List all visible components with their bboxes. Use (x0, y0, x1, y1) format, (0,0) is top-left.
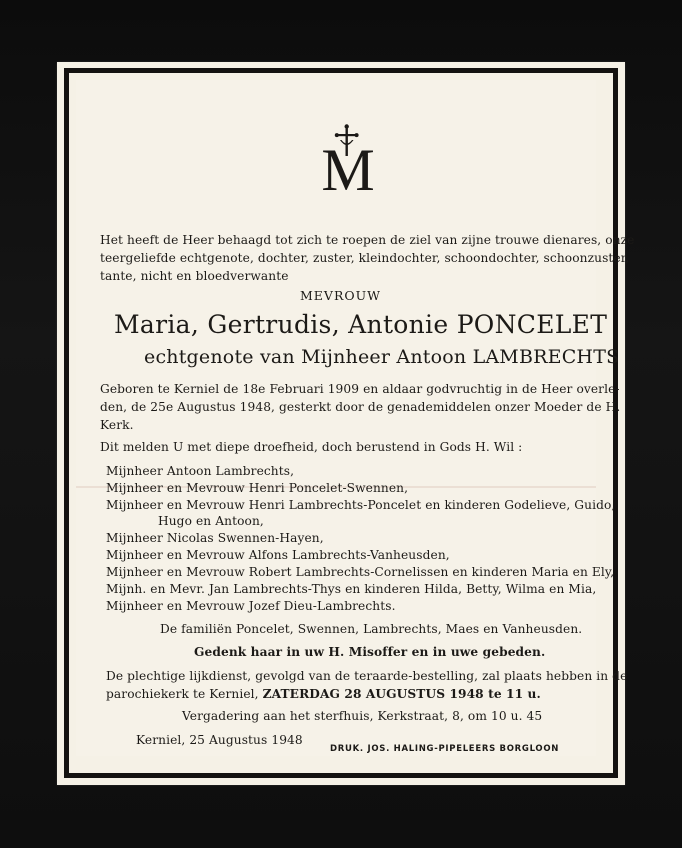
mourner-line: Mijnheer en Mevrouw Alfons Lambrechts-Vanheusden, (106, 548, 450, 562)
monogram-cross-icon (310, 124, 386, 194)
prayer-line: Gedenk haar in uw H. Misoffer en in uwe gebeden. (194, 645, 546, 659)
announce-line: Dit melden U met diepe droefheid, doch berustend in Gods H. Wil : (100, 440, 523, 454)
mourner-line: Mijnheer Nicolas Swennen-Hayen, (106, 531, 324, 545)
deceased-name (114, 310, 607, 339)
meeting-line: Vergadering aan het sterfhuis, Kerkstraat, 8, om 10 u. 45 (182, 709, 543, 723)
place-date: Kerniel, 25 Augustus 1948 (136, 733, 303, 747)
funeral-line: De plechtige lijkdienst, gevolgd van de teraarde-bestelling, zal plaats hebben in de (106, 669, 628, 683)
monogram-letter: M (321, 137, 375, 194)
birth-line: den, de 25e Augustus 1948, gesterkt door de genademiddelen onzer Moeder de H. (100, 400, 621, 414)
mourner-line: Mijnh. en Mevr. Jan Lambrechts-Thys en kinderen Hilda, Betty, Wilma en Mia, (106, 582, 597, 596)
families-line: De familiën Poncelet, Swennen, Lambrechts, Maes en Vanheusden. (160, 622, 583, 636)
birth-line: Kerk. (100, 418, 134, 432)
mourner-line: Mijnheer en Mevrouw Robert Lambrechts-Cornelissen en kinderen Maria en Ely, (106, 565, 615, 579)
spouse-line (144, 346, 619, 368)
intro-line: teergeliefde echtgenote, dochter, zuster, kleindochter, schoondochter, schoonzuster, (100, 251, 630, 265)
funeral-date: ZATERDAG 28 AUGUSTUS 1948 te 11 u. (262, 687, 541, 701)
mourner-line: Mijnheer en Mevrouw Henri Lambrechts-Poncelet en kinderen Godelieve, Guido, (106, 498, 616, 512)
printer-credit: DRUK. JOS. HALING-PIPELEERS BORGLOON (330, 744, 560, 754)
birth-line: Geboren te Kerniel de 18e Februari 1909 en aldaar godvruchtig in de Heer overle- (100, 382, 620, 396)
spouse-surname: LAMBRECHTS (472, 346, 620, 368)
mourner-line: Mijnheer en Mevrouw Henri Poncelet-Swennen, (106, 481, 409, 495)
mourner-line: Hugo en Antoon, (158, 514, 264, 528)
deceased-given-names: Maria, Gertrudis, Antonie (114, 310, 449, 339)
funeral-location: parochiekerk te Kerniel, (106, 687, 259, 701)
intro-line: Het heeft de Heer behaagd tot zich te roepen de ziel van zijne trouwe dienares, onze (100, 233, 635, 247)
title-word: MEVROUW (300, 288, 381, 303)
intro-line: tante, nicht en bloedverwante (100, 269, 289, 283)
mourner-line: Mijnheer en Mevrouw Jozef Dieu-Lambrechts. (106, 599, 396, 613)
spouse-prefix: echtgenote van Mijnheer Antoon (144, 346, 467, 368)
mourner-line: Mijnheer Antoon Lambrechts, (106, 464, 295, 478)
funeral-line (106, 687, 541, 701)
deceased-surname: PONCELET (456, 310, 608, 339)
